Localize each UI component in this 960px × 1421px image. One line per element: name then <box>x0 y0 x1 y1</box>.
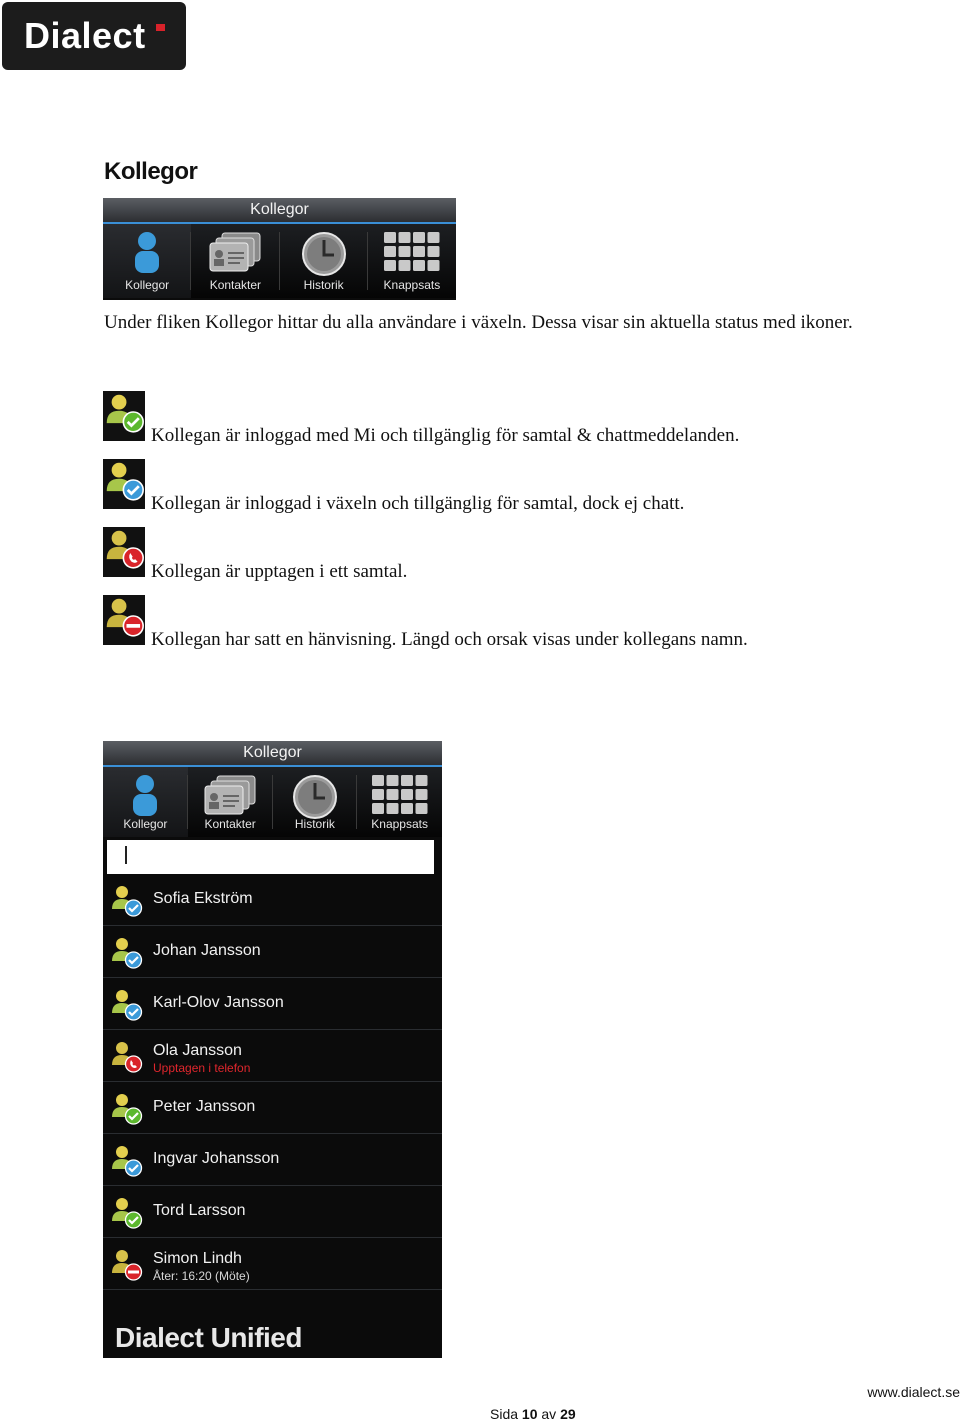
tab-label: Knappsats <box>383 278 441 292</box>
colleague-name: Johan Jansson <box>153 942 261 959</box>
status-blue-check-icon <box>109 883 143 922</box>
colleague-row[interactable] <box>103 978 442 1030</box>
colleague-list <box>103 874 442 1290</box>
colleague-row[interactable] <box>103 1082 442 1134</box>
status-green-check-icon <box>109 1091 143 1130</box>
tab-label: Kontakter <box>209 278 262 292</box>
legend-text: Kollegan är inloggad med Mi och tillgänglig för samtal & chattmeddelanden. <box>151 425 740 446</box>
colleague-row[interactable] <box>103 1030 442 1082</box>
colleague-row[interactable] <box>103 1134 442 1186</box>
status-green-check-icon <box>103 391 145 441</box>
page-number: 10 <box>521 1406 538 1421</box>
colleague-name: Karl-Olov Jansson <box>153 994 284 1011</box>
colleague-row[interactable] <box>103 874 442 926</box>
colleague-row[interactable] <box>103 1238 442 1290</box>
status-red-phone-icon <box>109 1039 143 1078</box>
status-blue-check-icon <box>109 987 143 1026</box>
page-total: 29 <box>560 1406 576 1421</box>
legend-text: Kollegan har satt en hänvisning. Längd och orsak visas under kollegans namn. <box>151 629 748 650</box>
status-blue-check-icon <box>109 1143 143 1182</box>
client-screenshot <box>103 741 442 1358</box>
status-blue-check-icon <box>103 459 145 509</box>
tab-label: Historik <box>303 278 344 292</box>
colleague-name: Peter Jansson <box>153 1098 256 1115</box>
logo-mark <box>156 24 165 31</box>
brand-name: Dialect Unified <box>115 1322 302 1353</box>
colleague-name: Sofia Ekström <box>153 890 253 907</box>
tab-label: Kollegor <box>123 817 168 831</box>
tab-kontakter[interactable] <box>191 224 279 298</box>
tab-label: Historik <box>294 817 335 831</box>
section-heading: Kollegor <box>104 158 198 185</box>
logo-text: Dialect <box>24 15 146 56</box>
intro-paragraph: Under fliken Kollegor hittar du alla användare i växeln. Dessa visar sin aktuella status med ikoner. <box>104 312 853 333</box>
widget-title: Kollegor <box>103 741 442 767</box>
footer-sep: av <box>541 1406 557 1421</box>
legend-text: Kollegan är inloggad i växeln och tillgänglig för samtal, dock ej chatt. <box>151 493 685 514</box>
legend-text: Kollegan är upptagen i ett samtal. <box>151 561 408 582</box>
tab-knappsats[interactable] <box>368 224 456 298</box>
tab-kontakter[interactable] <box>188 767 273 837</box>
status-blue-check-icon <box>109 935 143 974</box>
dialect-logo <box>2 2 186 70</box>
colleague-row[interactable] <box>103 926 442 978</box>
widget-title: Kollegor <box>103 198 456 224</box>
colleague-row[interactable] <box>103 1186 442 1238</box>
status-red-minus-icon <box>103 595 145 645</box>
tab-bar <box>103 224 456 298</box>
colleague-name: Ola Jansson <box>153 1042 242 1059</box>
website-url: www.dialect.se <box>867 1384 960 1400</box>
colleague-name: Simon Lindh <box>153 1250 242 1267</box>
search-input[interactable] <box>107 840 434 874</box>
page-footer <box>490 1406 576 1421</box>
tab-label: Kollegor <box>125 278 170 292</box>
status-red-minus-icon <box>109 1247 143 1286</box>
tab-bar-screenshot <box>103 198 456 300</box>
footer-prefix: Sida <box>490 1406 519 1421</box>
tab-kollegor[interactable] <box>103 767 188 837</box>
tab-label: Kontakter <box>204 817 256 831</box>
status-red-phone-icon <box>103 527 145 577</box>
tab-historik[interactable] <box>280 224 368 298</box>
tab-bar <box>103 767 442 837</box>
colleague-name: Ingvar Johansson <box>153 1150 280 1167</box>
status-green-check-icon <box>109 1195 143 1234</box>
tab-label: Knappsats <box>371 817 428 831</box>
tab-knappsats[interactable] <box>357 767 442 837</box>
colleague-name: Tord Larsson <box>153 1202 246 1219</box>
colleague-status-text: Upptagen i telefon <box>153 1061 251 1075</box>
tab-kollegor[interactable] <box>103 224 191 298</box>
tab-historik[interactable] <box>273 767 358 837</box>
colleague-status-text: Åter: 16:20 (Möte) <box>153 1269 250 1283</box>
text-caret <box>125 846 127 864</box>
